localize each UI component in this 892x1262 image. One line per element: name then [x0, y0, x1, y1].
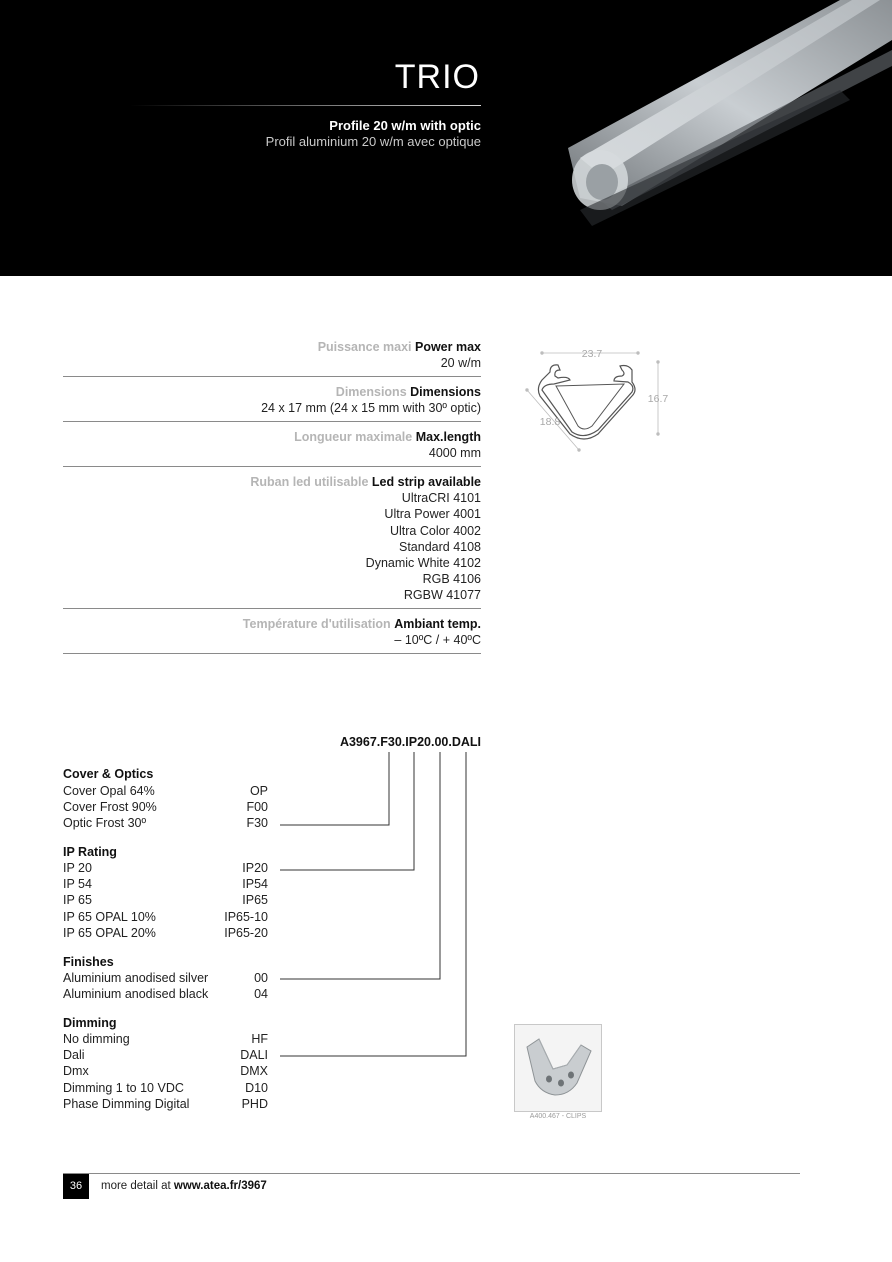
spec-label-fr: Longueur maximale: [294, 430, 413, 444]
profile-product-image: [540, 0, 892, 276]
spec-max-length: [63, 429, 481, 461]
option-code: 04: [254, 987, 268, 1001]
option-code: OP: [249, 784, 268, 798]
option-label: IP 20: [63, 861, 92, 875]
subtitle-english: Profile 20 w/m with optic: [329, 118, 481, 133]
code-connector-lines: [270, 752, 480, 1062]
option-label: Dimming 1 to 10 VDC: [63, 1081, 184, 1095]
spec-value: Ultra Power 4001: [384, 507, 481, 522]
dimension-diagonal: 18.8: [539, 416, 561, 428]
option-group-title: IP Rating: [63, 845, 117, 859]
spec-value: 24 x 17 mm (24 x 15 mm with 30º optic): [261, 401, 481, 416]
option-label: IP 65: [63, 893, 92, 907]
option-label: IP 65 OPAL 20%: [63, 926, 156, 940]
option-label: Phase Dimming Digital: [63, 1097, 190, 1111]
spec-value: Ultra Color 4002: [389, 523, 481, 538]
option-code: IP65: [242, 893, 268, 907]
spec-label-fr: Dimensions: [335, 385, 407, 399]
option-label: IP 54: [63, 877, 92, 891]
option-group-title: Finishes: [63, 955, 114, 969]
title-divider: [130, 105, 481, 106]
spec-value: 20 w/m: [440, 356, 481, 371]
cross-section-drawing: [520, 340, 680, 460]
option-label: Optic Frost 30º: [63, 816, 147, 830]
option-code: IP20: [242, 861, 268, 875]
footer-divider: [63, 1173, 800, 1174]
spec-divider: [63, 466, 481, 467]
spec-label-en: Ambiant temp.: [394, 617, 481, 631]
spec-ambient-temp: [63, 616, 481, 648]
clip-caption: A400.467 - CLIPS: [529, 1113, 587, 1120]
dimension-width: 23.7: [581, 348, 603, 360]
spec-value: UltraCRI 4101: [401, 491, 481, 506]
subtitle-french: Profil aluminium 20 w/m avec optique: [265, 134, 481, 149]
spec-led-strips: [63, 474, 481, 604]
option-code: DALI: [240, 1048, 268, 1062]
option-label: Dmx: [63, 1064, 89, 1078]
spec-label-en: Led strip available: [371, 475, 481, 489]
spec-value: RGBW 41077: [403, 588, 481, 603]
option-code: IP65-10: [224, 910, 268, 924]
spec-divider: [63, 608, 481, 609]
option-code: DMX: [240, 1064, 268, 1078]
footer-more-detail: [101, 1180, 267, 1192]
option-code: PHD: [241, 1097, 268, 1111]
spec-value: 4000 mm: [428, 446, 481, 461]
footer-link[interactable]: www.atea.fr/3967: [173, 1180, 267, 1192]
dimension-height: 16.7: [647, 393, 669, 405]
spec-label-fr: Puissance maxi: [317, 340, 412, 354]
option-label: Aluminium anodised black: [63, 987, 209, 1001]
option-label: Dali: [63, 1048, 85, 1062]
option-group-title: Dimming: [63, 1016, 117, 1030]
clip-accessory-image: [514, 1024, 602, 1112]
option-label: Cover Frost 90%: [63, 800, 157, 814]
option-label: Cover Opal 64%: [63, 784, 155, 798]
option-code: F00: [246, 800, 268, 814]
spec-value: Standard 4108: [398, 539, 481, 554]
spec-label-fr: Ruban led utilisable: [250, 475, 369, 489]
spec-divider: [63, 376, 481, 377]
option-label: Aluminium anodised silver: [63, 971, 209, 985]
option-code: D10: [245, 1081, 268, 1095]
product-title: TRIO: [394, 58, 480, 96]
page-number: 36: [63, 1174, 89, 1199]
spec-power-max: [63, 339, 481, 371]
option-label: IP 65 OPAL 10%: [63, 910, 156, 924]
option-label: No dimming: [63, 1032, 130, 1046]
spec-dimensions: [63, 384, 481, 416]
option-code: 00: [254, 971, 268, 985]
option-code: HF: [251, 1032, 268, 1046]
reference-code: A3967.F30.IP20.00.DALI: [339, 735, 481, 749]
footer-prefix: more detail at: [101, 1180, 171, 1192]
spec-value: – 10ºC / + 40ºC: [394, 633, 481, 648]
header-banner: [0, 0, 892, 276]
spec-divider: [63, 421, 481, 422]
spec-value: RGB 4106: [422, 572, 481, 587]
option-code: IP65-20: [224, 926, 268, 940]
clip-icon: [515, 1025, 601, 1111]
spec-value: Dynamic White 4102: [365, 556, 481, 571]
spec-label-en: Power max: [414, 340, 481, 354]
option-group-title: Cover & Optics: [63, 767, 154, 781]
option-code: IP54: [242, 877, 268, 891]
spec-label-en: Dimensions: [410, 385, 481, 399]
spec-label-fr: Température d'utilisation: [242, 617, 391, 631]
option-code: F30: [246, 816, 268, 830]
spec-label-en: Max.length: [415, 430, 481, 444]
spec-divider: [63, 653, 481, 654]
